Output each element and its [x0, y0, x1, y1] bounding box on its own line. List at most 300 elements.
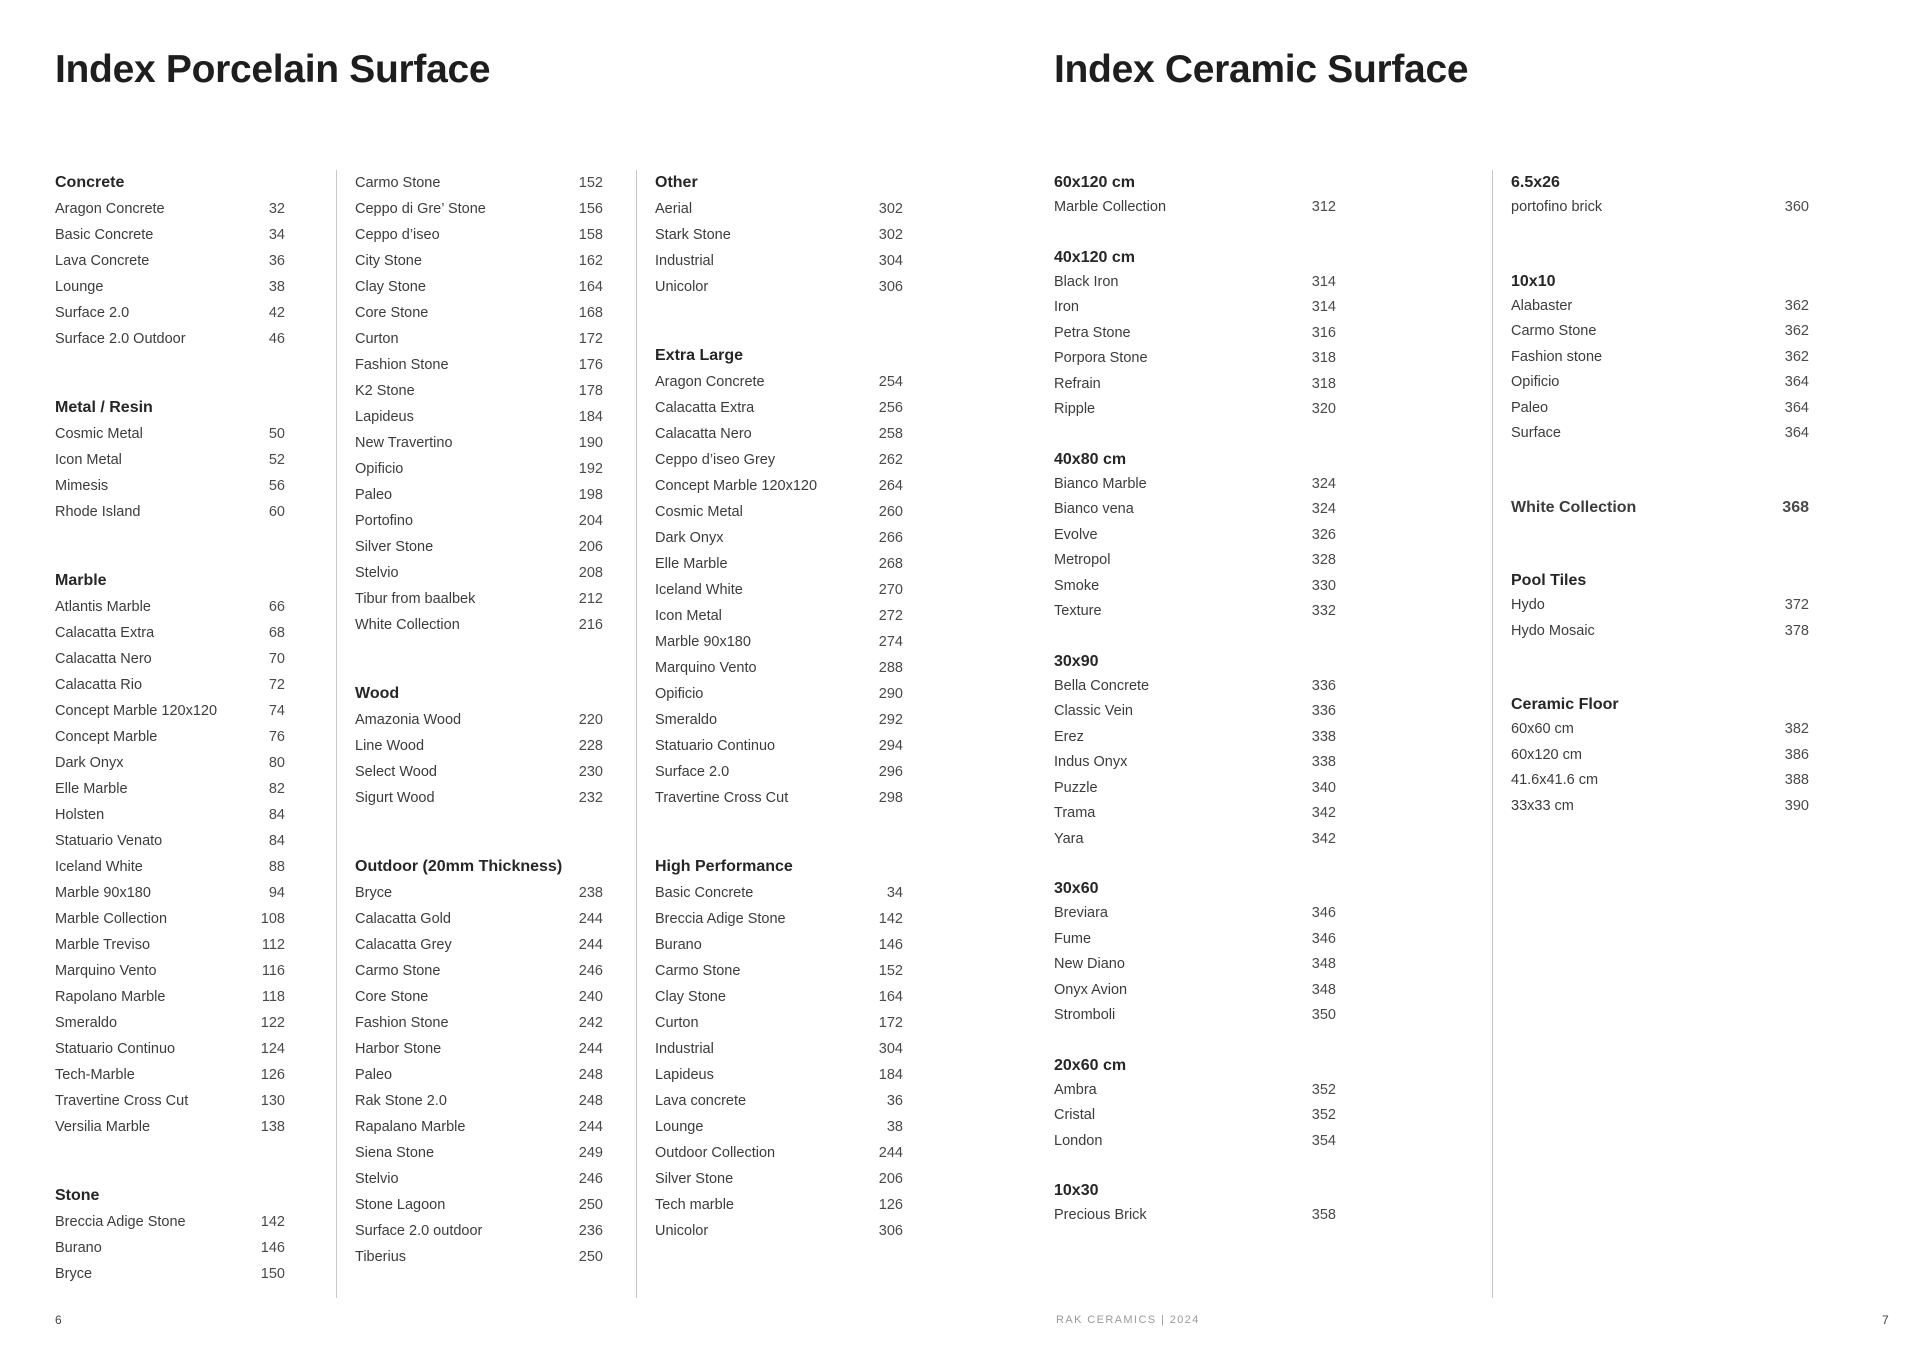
entry-page-number: 328 [1311, 552, 1336, 568]
entry-name: Breccia Adige Stone [655, 911, 786, 927]
entry-page-number: 338 [1311, 754, 1336, 770]
index-entry [1054, 901, 1336, 927]
entry-name: Versilia Marble [55, 1119, 151, 1135]
entry-name: Lounge [55, 279, 104, 295]
entry-name: Smeraldo [55, 1015, 118, 1031]
index-entry [355, 378, 603, 404]
entry-name: Calacatta Grey [355, 937, 452, 953]
entry-name: Metropol [1054, 552, 1111, 568]
entry-page-number: 164 [878, 989, 903, 1005]
index-entry [55, 594, 285, 620]
entry-page-number: 146 [260, 1240, 285, 1256]
index-entry [355, 248, 603, 274]
entry-page-number: 52 [268, 452, 285, 468]
index-section [1054, 1053, 1336, 1155]
index-entry [55, 880, 285, 906]
entry-page-number: 378 [1784, 622, 1809, 639]
section-heading [1511, 495, 1809, 521]
entry-page-number: 36 [886, 1093, 903, 1109]
entry-name: Ceppo d’iseo Grey [655, 452, 776, 468]
porcelain-index-title: Index Porcelain Surface [55, 48, 491, 91]
index-entry [1511, 294, 1809, 320]
section-heading: Extra Large [655, 347, 744, 364]
index-entry [355, 534, 603, 560]
entry-page-number: 302 [878, 201, 903, 217]
entry-page-number: 72 [268, 677, 285, 693]
entry-name: Lapideus [355, 409, 414, 425]
entry-page-number: 164 [578, 279, 603, 295]
index-entry [355, 170, 603, 196]
index-entry [1054, 952, 1336, 978]
entry-name: Amazonia Wood [355, 712, 462, 728]
index-entry [1511, 619, 1809, 645]
index-section [1054, 876, 1336, 1029]
index-entry [55, 447, 285, 473]
index-entry [1054, 397, 1336, 423]
entry-page-number: 382 [1784, 721, 1809, 737]
index-entry [55, 750, 285, 776]
entry-name: Silver Stone [655, 1171, 734, 1187]
entry-page-number: 172 [878, 1015, 903, 1031]
entry-page-number: 82 [268, 781, 285, 797]
entry-name: Carmo Stone [655, 963, 741, 979]
entry-page-number: 270 [878, 582, 903, 598]
entry-page-number: 152 [578, 175, 603, 191]
entry-name: Stone Lagoon [355, 1197, 446, 1213]
entry-name: Iceland White [55, 859, 143, 875]
entry-page-number: 330 [1311, 577, 1336, 594]
index-entry [55, 274, 285, 300]
entry-name: London [1054, 1132, 1103, 1149]
section-heading: 40x80 cm [1054, 450, 1127, 468]
index-entry [655, 274, 903, 300]
index-entry [55, 828, 285, 854]
entry-name: 41.6x41.6 cm [1511, 772, 1599, 788]
index-section [1054, 170, 1336, 221]
index-section [655, 854, 903, 1244]
entry-name: Calacatta Extra [55, 625, 155, 641]
entry-page-number: 246 [578, 963, 603, 979]
index-section [1511, 568, 1809, 644]
section-heading: Pool Tiles [1511, 572, 1587, 589]
entry-name: Outdoor Collection [655, 1145, 776, 1161]
entry-page-number: 326 [1311, 526, 1336, 543]
entry-name: Silver Stone [355, 539, 434, 555]
entry-page-number: 112 [261, 937, 285, 953]
index-entry [1054, 472, 1336, 498]
ceramic-index-title: Index Ceramic Surface [1054, 48, 1469, 91]
entry-page-number: 314 [1311, 299, 1336, 315]
entry-page-number: 204 [578, 513, 603, 529]
index-entry [1054, 574, 1336, 600]
index-entry [655, 1114, 903, 1140]
entry-page-number: 168 [578, 305, 603, 321]
entry-name: Opificio [1511, 374, 1560, 390]
entry-name: Elle Marble [55, 781, 128, 797]
entry-name: Porpora Stone [1054, 350, 1148, 366]
index-entry [55, 1235, 285, 1261]
index-entry [1054, 195, 1336, 221]
entry-name: Iron [1054, 299, 1079, 315]
entry-page-number: 38 [886, 1119, 903, 1135]
index-entry [1511, 396, 1809, 422]
index-entry [655, 1140, 903, 1166]
entry-page-number: 352 [1311, 1107, 1336, 1123]
entry-page-number: 208 [578, 565, 603, 581]
ceramic-column-2 [1492, 170, 1809, 1298]
index-entry [1054, 827, 1336, 853]
entry-name: Curton [355, 331, 399, 347]
section-heading: Concrete [55, 174, 125, 191]
index-entry [655, 369, 903, 395]
entry-page-number: 360 [1784, 199, 1809, 215]
entry-name: Marble Treviso [55, 937, 151, 953]
entry-name: Stelvio [355, 1171, 399, 1187]
entry-page-number: 184 [878, 1067, 903, 1083]
right-page-number: 7 [1882, 1313, 1889, 1327]
entry-page-number: 390 [1784, 797, 1809, 814]
index-entry [55, 724, 285, 750]
index-entry [355, 1140, 603, 1166]
entry-name: Rhode Island [55, 504, 141, 520]
entry-name: Calacatta Nero [655, 426, 752, 442]
index-entry [55, 248, 285, 274]
index-entry [1054, 674, 1336, 700]
index-entry [55, 646, 285, 672]
entry-name: Tech-Marble [55, 1067, 135, 1083]
entry-name: White Collection [355, 617, 460, 633]
index-entry [655, 785, 903, 811]
index-entry [655, 681, 903, 707]
entry-name: Sigurt Wood [355, 790, 435, 806]
entry-name: Alabaster [1511, 297, 1573, 314]
entry-name: Puzzle [1054, 779, 1098, 796]
entry-page-number: 108 [260, 911, 285, 927]
entry-page-number: 244 [578, 1041, 603, 1057]
entry-name: Breviara [1054, 905, 1108, 921]
index-entry [355, 560, 603, 586]
entry-name: Core Stone [355, 989, 429, 1005]
entry-page-number: 254 [878, 374, 903, 390]
section-heading: Outdoor (20mm Thickness) [355, 858, 563, 875]
entry-page-number: 296 [878, 764, 903, 780]
index-section [1054, 649, 1336, 853]
entry-page-number: 340 [1311, 779, 1336, 796]
index-entry [655, 447, 903, 473]
index-entry [655, 880, 903, 906]
entry-name: Marquino Vento [655, 660, 757, 676]
entry-page-number: 118 [261, 989, 285, 1005]
entry-page-number: 130 [260, 1093, 285, 1109]
entry-name: Tibur from baalbek [355, 591, 476, 607]
entry-page-number: 50 [268, 426, 285, 442]
entry-name: Texture [1054, 603, 1102, 619]
index-section [1511, 269, 1809, 447]
index-entry [55, 421, 285, 447]
index-entry [1511, 743, 1809, 769]
entry-page-number: 122 [260, 1015, 285, 1031]
entry-page-number: 36 [268, 253, 285, 269]
entry-page-number: 336 [1311, 703, 1336, 719]
index-entry [355, 508, 603, 534]
entry-name: 33x33 cm [1511, 797, 1574, 814]
index-entry [1054, 801, 1336, 827]
index-entry [55, 1062, 285, 1088]
entry-name: Bella Concrete [1054, 677, 1150, 694]
entry-page-number: 318 [1311, 350, 1336, 366]
index-entry [1054, 776, 1336, 802]
entry-page-number: 158 [578, 227, 603, 243]
entry-name: Lava concrete [655, 1093, 747, 1109]
entry-page-number: 342 [1311, 805, 1336, 821]
entry-page-number: 66 [268, 599, 285, 615]
entry-name: Ambra [1054, 1081, 1097, 1098]
entry-name: Fashion Stone [355, 357, 449, 373]
index-entry [355, 1244, 603, 1270]
index-entry [55, 473, 285, 499]
entry-name: Smeraldo [655, 712, 718, 728]
entry-name: Rapalano Marble [355, 1119, 466, 1135]
entry-name: Unicolor [655, 1223, 709, 1239]
index-entry [355, 785, 603, 811]
entry-page-number: 244 [578, 937, 603, 953]
entry-name: Paleo [355, 1067, 393, 1083]
entry-page-number: 324 [1311, 501, 1336, 517]
entry-page-number: 178 [578, 383, 603, 399]
entry-name: Statuario Venato [55, 833, 163, 849]
entry-page-number: 362 [1784, 297, 1809, 314]
entry-name: Elle Marble [655, 556, 728, 572]
entry-name: Surface 2.0 [655, 764, 730, 780]
entry-name: Burano [655, 937, 702, 953]
index-entry [355, 274, 603, 300]
entry-page-number: 362 [1784, 348, 1809, 365]
section-heading: Other [655, 174, 698, 191]
index-section [1054, 1178, 1336, 1229]
entry-name: Stelvio [355, 565, 399, 581]
index-entry [655, 222, 903, 248]
entry-name: Statuario Continuo [55, 1041, 176, 1057]
index-entry [655, 196, 903, 222]
entry-page-number: 316 [1311, 324, 1336, 341]
entry-name: Cosmic Metal [655, 504, 743, 520]
entry-page-number: 162 [578, 253, 603, 269]
index-entry [355, 707, 603, 733]
entry-name: Marble 90x180 [655, 634, 751, 650]
index-entry [355, 932, 603, 958]
index-entry [355, 404, 603, 430]
index-entry [355, 430, 603, 456]
entry-page-number: 298 [878, 790, 903, 806]
footer-brand: RAK CERAMICS | 2024 [1056, 1314, 1200, 1326]
entry-name: Atlantis Marble [55, 599, 151, 615]
entry-name: Bianco vena [1054, 501, 1134, 517]
entry-page-number: 332 [1311, 603, 1336, 619]
index-entry [1054, 699, 1336, 725]
entry-page-number: 232 [578, 790, 603, 806]
entry-name: Icon Metal [655, 608, 722, 624]
entry-page-number: 364 [1784, 399, 1809, 416]
index-entry [655, 906, 903, 932]
index-entry [655, 248, 903, 274]
index-section [355, 170, 603, 638]
index-entry [1054, 346, 1336, 372]
index-entry [1054, 321, 1336, 347]
entry-name: Opificio [655, 686, 704, 702]
index-entry [355, 1166, 603, 1192]
entry-page-number: 250 [578, 1197, 603, 1213]
entry-page-number: 348 [1311, 956, 1336, 972]
section-heading: 10x10 [1511, 272, 1556, 290]
entry-page-number: 246 [578, 1171, 603, 1187]
entry-name: Burano [55, 1240, 102, 1256]
left-page-number: 6 [55, 1313, 62, 1327]
entry-page-number: 60 [268, 504, 285, 520]
entry-name: Paleo [1511, 399, 1549, 416]
section-heading-label: White Collection [1511, 498, 1637, 516]
entry-name: Petra Stone [1054, 324, 1131, 341]
index-section [655, 170, 903, 300]
entry-name: Calacatta Extra [655, 400, 755, 416]
index-entry [355, 482, 603, 508]
entry-name: Clay Stone [655, 989, 726, 1005]
entry-name: Black Iron [1054, 273, 1119, 290]
entry-name: Aerial [655, 201, 693, 217]
index-entry [355, 586, 603, 612]
index-entry [1054, 750, 1336, 776]
entry-page-number: 216 [578, 617, 603, 633]
section-heading: 20x60 cm [1054, 1056, 1127, 1074]
entry-page-number: 206 [878, 1171, 903, 1187]
entry-name: New Travertino [355, 435, 453, 451]
index-entry [655, 733, 903, 759]
index-entry [655, 577, 903, 603]
entry-page-number: 348 [1311, 981, 1336, 998]
entry-page-number: 184 [578, 409, 603, 425]
index-entry [1054, 1003, 1336, 1029]
entry-name: Industrial [655, 253, 714, 269]
entry-page-number: 268 [878, 556, 903, 572]
entry-page-number: 176 [578, 357, 603, 373]
index-entry [355, 1114, 603, 1140]
entry-page-number: 386 [1784, 746, 1809, 763]
entry-name: Travertine Cross Cut [655, 790, 789, 806]
entry-name: portofino brick [1511, 199, 1603, 215]
entry-page-number: 292 [878, 712, 903, 728]
index-entry [1054, 725, 1336, 751]
entry-page-number: 70 [268, 651, 285, 667]
entry-name: Indus Onyx [1054, 754, 1128, 770]
index-entry [655, 1062, 903, 1088]
entry-page-number: 242 [578, 1015, 603, 1031]
entry-name: Basic Concrete [655, 885, 754, 901]
index-entry [1054, 372, 1336, 398]
entry-name: Evolve [1054, 526, 1098, 543]
index-section [1054, 245, 1336, 423]
entry-name: New Diano [1054, 956, 1125, 972]
index-entry [55, 499, 285, 525]
entry-name: Opificio [355, 461, 404, 477]
index-entry [655, 603, 903, 629]
entry-name: Aragon Concrete [55, 201, 165, 217]
entry-page-number: 244 [578, 1119, 603, 1135]
index-entry [1054, 497, 1336, 523]
index-entry [1511, 768, 1809, 794]
entry-page-number: 146 [878, 937, 903, 953]
entry-page-number: 198 [578, 487, 603, 503]
entry-page-number: 272 [878, 608, 903, 624]
entry-name: Siena Stone [355, 1145, 435, 1161]
entry-name: Bryce [355, 885, 393, 901]
entry-page-number: 126 [260, 1067, 285, 1083]
entry-page-number: 288 [878, 660, 903, 676]
entry-name: Yara [1054, 830, 1084, 847]
entry-page-number: 244 [878, 1145, 903, 1161]
entry-name: Unicolor [655, 279, 709, 295]
entry-page-number: 358 [1311, 1207, 1336, 1223]
entry-name: Bianco Marble [1054, 475, 1147, 492]
entry-page-number: 354 [1311, 1132, 1336, 1149]
entry-name: Refrain [1054, 375, 1101, 392]
entry-page-number: 156 [578, 201, 603, 217]
entry-page-number: 306 [878, 1223, 903, 1239]
entry-page-number: 212 [578, 591, 603, 607]
entry-page-number: 124 [260, 1041, 285, 1057]
index-entry [355, 196, 603, 222]
entry-page-number: 236 [578, 1223, 603, 1239]
entry-name: Hydo [1511, 597, 1545, 613]
entry-page-number: 318 [1311, 375, 1336, 392]
entry-page-number: 138 [260, 1119, 285, 1135]
entry-page-number: 324 [1311, 475, 1336, 492]
index-entry [1511, 593, 1809, 619]
entry-name: Carmo Stone [355, 175, 441, 191]
index-entry [655, 932, 903, 958]
index-entry [355, 759, 603, 785]
index-entry [655, 473, 903, 499]
entry-name: Surface 2.0 outdoor [355, 1223, 483, 1239]
index-section [55, 395, 285, 525]
entry-name: Basic Concrete [55, 227, 154, 243]
index-entry [1511, 195, 1809, 221]
entry-page-number: 388 [1784, 772, 1809, 788]
index-entry [55, 672, 285, 698]
index-section [55, 568, 285, 1140]
index-entry [655, 421, 903, 447]
entry-name: Carmo Stone [355, 963, 441, 979]
entry-page-number: 258 [878, 426, 903, 442]
entry-name: 60x120 cm [1511, 746, 1582, 763]
entry-name: Ceppo di Gre’ Stone [355, 201, 486, 217]
entry-name: Holsten [55, 807, 105, 823]
entry-page-number: 312 [1311, 199, 1336, 215]
entry-name: Marquino Vento [55, 963, 157, 979]
index-entry [55, 698, 285, 724]
entry-page-number: 346 [1311, 905, 1336, 921]
entry-page-number: 294 [878, 738, 903, 754]
entry-page-number: 306 [878, 279, 903, 295]
index-entry [655, 629, 903, 655]
index-entry [355, 352, 603, 378]
index-entry [355, 612, 603, 638]
entry-name: Line Wood [355, 738, 425, 754]
entry-page-number: 264 [878, 478, 903, 494]
entry-name: Fashion stone [1511, 348, 1603, 365]
entry-name: Trama [1054, 805, 1096, 821]
index-section [55, 170, 285, 352]
entry-name: Lounge [655, 1119, 704, 1135]
entry-name: Precious Brick [1054, 1207, 1147, 1223]
